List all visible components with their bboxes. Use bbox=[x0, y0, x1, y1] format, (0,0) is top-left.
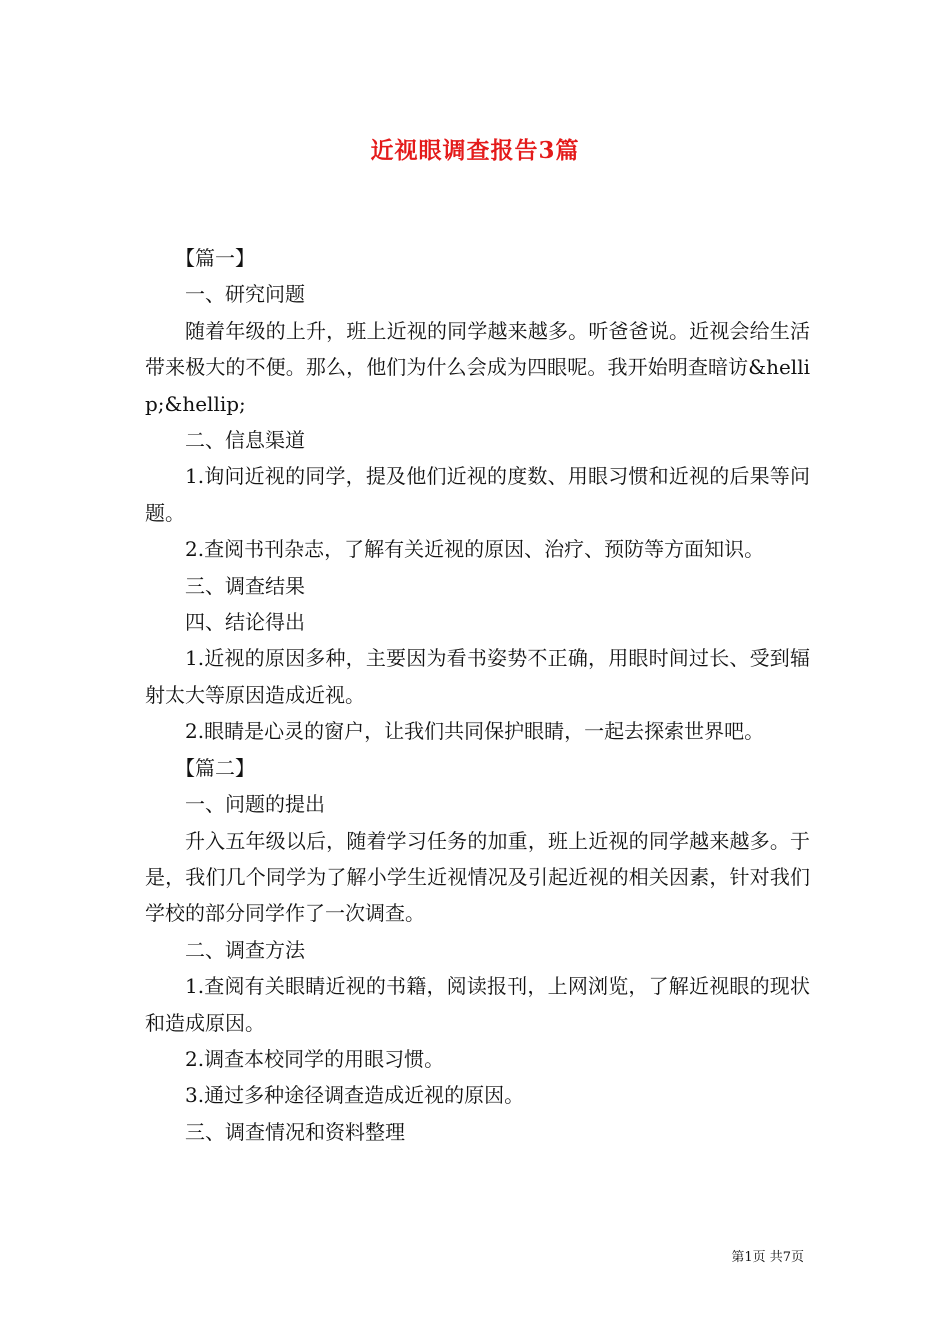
paragraph: 二、信息渠道 bbox=[185, 428, 305, 453]
paragraph: 二、调查方法 bbox=[185, 937, 305, 962]
paragraph: 三、调查结果 bbox=[185, 573, 305, 598]
paragraph: 2.查阅书刊杂志，了解有关近视的原因、治疗、预防等方面知识。 bbox=[185, 537, 765, 562]
section-heading-part-1: 【篇一】 bbox=[175, 246, 255, 270]
paragraph: 四、结论得出 bbox=[185, 610, 305, 635]
paragraph: 2.眼睛是心灵的窗户，让我们共同保护眼睛，一起去探索世界吧。 bbox=[185, 719, 765, 744]
paragraph: 1.近视的原因多种，主要因为看书姿势不正确，用眼时间过长、受到辐射太大等原因造成近视。 bbox=[145, 646, 810, 707]
page-number-footer: 第1页 共7页 bbox=[731, 1250, 804, 1265]
paragraph: 一、问题的提出 bbox=[185, 792, 325, 817]
paragraph: 1.询问近视的同学，提及他们近视的度数、用眼习惯和近视的后果等问题。 bbox=[145, 464, 810, 525]
document-title: 近视眼调查报告3篇 bbox=[370, 137, 580, 164]
paragraph: 2.调查本校同学的用眼习惯。 bbox=[185, 1046, 445, 1071]
paragraph: 升入五年级以后，随着学习任务的加重，班上近视的同学越来越多。于是，我们几个同学为了解小学生近视情况及引起近视的相关因素，针对我们学校的部分同学作了一次调查。 bbox=[145, 828, 810, 926]
paragraph: 一、研究问题 bbox=[185, 282, 305, 307]
paragraph: 随着年级的上升，班上近视的同学越来越多。听爸爸说。近视会给生活带来极大的不便。那么，他们为什么会成为四眼呢。我开始明查暗访&hellip;&hellip; bbox=[145, 318, 810, 416]
paragraph: 3.通过多种途径调查造成近视的原因。 bbox=[185, 1083, 525, 1108]
paragraph: 1.查阅有关眼睛近视的书籍，阅读报刊，上网浏览，了解近视眼的现状和造成原因。 bbox=[145, 974, 810, 1035]
section-heading-part-2: 【篇二】 bbox=[175, 755, 255, 780]
document-body bbox=[145, 240, 810, 1150]
paragraph: 三、调查情况和资料整理 bbox=[185, 1119, 405, 1144]
